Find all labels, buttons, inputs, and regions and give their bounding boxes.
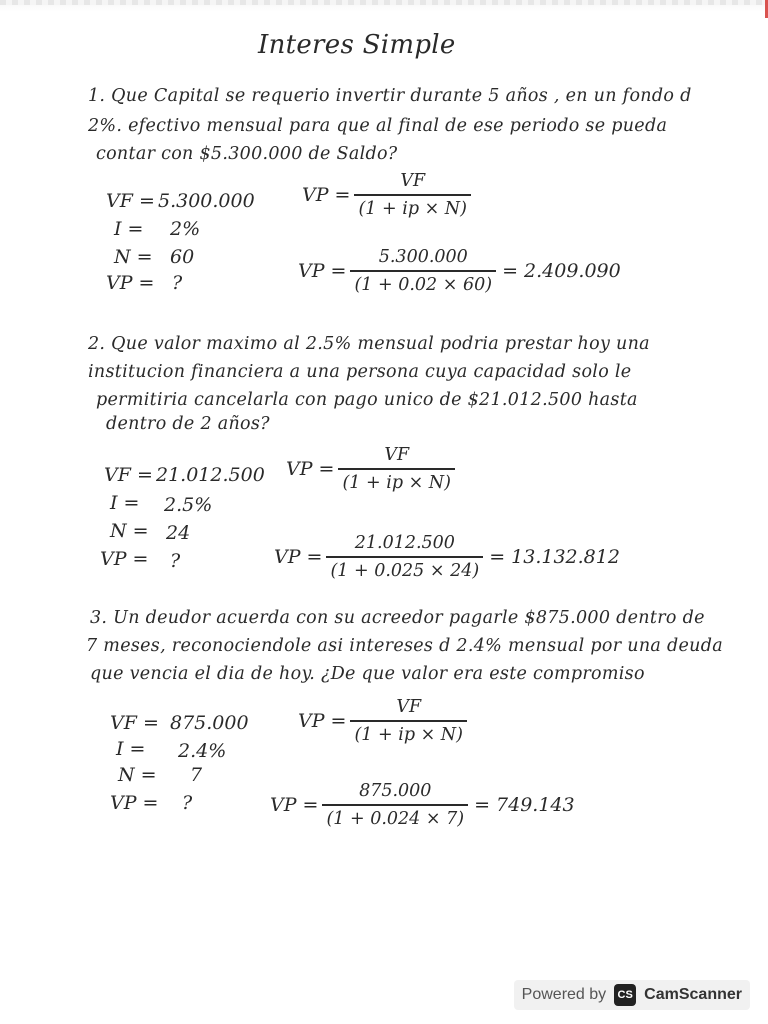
p3-calc-numerator: 875.000 — [359, 781, 432, 801]
problem-3-line-3: que vencia el dia de hoy. ¿De que valor era este compromiso — [90, 664, 645, 684]
problem-1-line-3: contar con $5.300.000 de Saldo? — [96, 144, 398, 164]
p2-calc-lhs: VP = — [274, 545, 323, 568]
p3-formula-numerator: VF — [396, 697, 422, 717]
p2-formula — [286, 442, 455, 496]
p1-n-value: 60 — [170, 246, 195, 268]
p2-result: = 13.132.812 — [489, 545, 620, 568]
p1-formula — [302, 168, 471, 222]
p3-vf-value: 875.000 — [170, 712, 249, 734]
p3-n-label: N = — [118, 764, 157, 786]
p2-n-value: 24 — [166, 522, 191, 544]
p2-vp-value: ? — [170, 550, 181, 572]
p3-result: = 749.143 — [474, 793, 575, 816]
problem-3-line-1: 3. Un deudor acuerda con su acreedor pagarle $875.000 dentro de — [90, 608, 705, 628]
p1-result: = 2.409.090 — [502, 259, 621, 282]
p3-formula-lhs: VP = — [298, 709, 347, 732]
problem-2-line-2: institucion financiera a una persona cuya capacidad solo le — [88, 362, 632, 382]
problem-3-line-2: 7 meses, reconociendole asi intereses d 2.4% mensual por una deuda — [86, 636, 723, 656]
p1-calc-numerator: 5.300.000 — [378, 247, 468, 267]
p1-formula-denominator: (1 + ip × N) — [358, 198, 467, 219]
p1-calc-lhs: VP = — [298, 259, 347, 282]
p3-i-value: 2.4% — [178, 740, 227, 762]
p2-i-label: I = — [110, 492, 140, 514]
p1-vp-label: VP = — [106, 272, 155, 294]
p2-formula-denominator: (1 + ip × N) — [342, 472, 451, 493]
problem-2-line-3: permitiria cancelarla con pago unico de $21.012.500 hasta — [96, 390, 638, 410]
p2-vf-value: 21.012.500 — [156, 464, 265, 486]
p3-formula-denominator: (1 + ip × N) — [354, 724, 463, 745]
p1-vp-value: ? — [172, 272, 183, 294]
p2-n-label: N = — [110, 520, 149, 542]
p2-vf-label: VF = — [104, 464, 153, 486]
problem-1-line-1: 1. Que Capital se requerio invertir durante 5 años , en un fondo d — [88, 86, 692, 106]
p1-formula-lhs: VP = — [302, 183, 351, 206]
camscanner-logo-icon: CS — [614, 984, 636, 1006]
p2-vp-label: VP = — [100, 548, 149, 570]
scan-top-edge — [0, 0, 768, 5]
p2-formula-numerator: VF — [384, 445, 410, 465]
p1-n-label: N = — [114, 246, 153, 268]
p1-i-value: 2% — [170, 218, 201, 240]
p2-i-value: 2.5% — [164, 494, 213, 516]
p2-formula-lhs: VP = — [286, 457, 335, 480]
p3-vp-label: VP = — [110, 792, 159, 814]
p1-calc-denominator: (1 + 0.02 × 60) — [354, 274, 493, 295]
page-title: Interes Simple — [258, 30, 456, 60]
p2-calc — [274, 530, 620, 584]
p1-formula-numerator: VF — [400, 171, 426, 191]
problem-1-line-2: 2%. efectivo mensual para que al final de ese periodo se pueda — [88, 116, 668, 136]
p3-calc-lhs: VP = — [270, 793, 319, 816]
p3-calc — [270, 778, 575, 832]
p1-i-label: I = — [114, 218, 144, 240]
p2-calc-numerator: 21.012.500 — [354, 533, 455, 553]
problem-2-line-4: dentro de 2 años? — [106, 414, 270, 434]
p2-calc-denominator: (1 + 0.025 × 24) — [330, 560, 480, 581]
camscanner-watermark — [514, 980, 750, 1010]
p3-vf-label: VF = — [110, 712, 159, 734]
p3-calc-denominator: (1 + 0.024 × 7) — [326, 808, 465, 829]
camscanner-brand: CamScanner — [644, 986, 742, 1003]
p3-vp-value: ? — [182, 792, 193, 814]
powered-by-label: Powered by — [521, 986, 607, 1003]
problem-2-line-1: 2. Que valor maximo al 2.5% mensual podria prestar hoy una — [88, 334, 650, 354]
p3-i-label: I = — [116, 738, 146, 760]
p1-vf-label: VF = — [106, 190, 155, 212]
p1-vf-value: 5.300.000 — [158, 190, 255, 212]
p3-n-value: 7 — [190, 764, 203, 786]
p1-calc — [298, 244, 621, 298]
p3-formula — [298, 694, 467, 748]
